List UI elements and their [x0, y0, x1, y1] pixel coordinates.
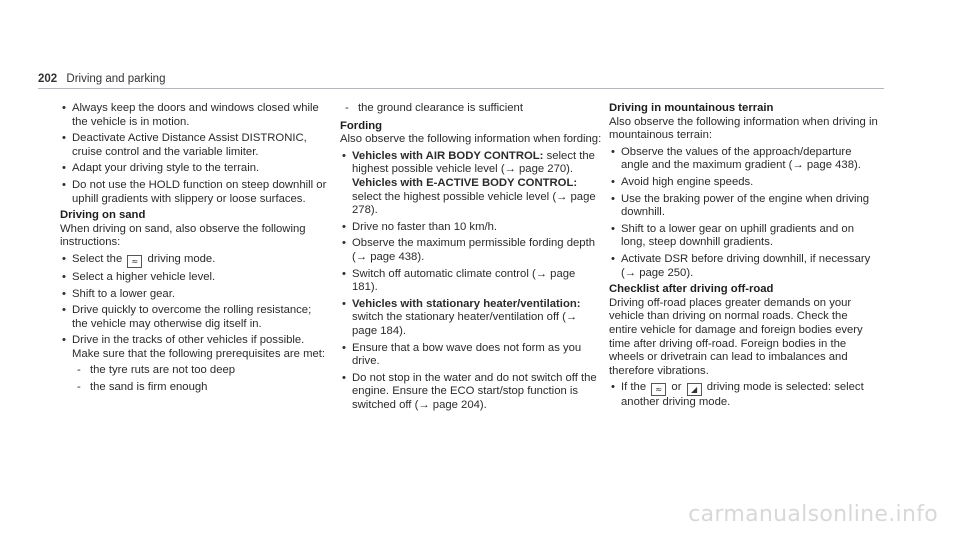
- list-item: • Always keep the doors and windows closed while the vehicle is in motion.: [60, 102, 328, 129]
- text-fragment: driving mode.: [147, 252, 216, 265]
- list-item: • Select a higher vehicle level.: [60, 271, 328, 285]
- text-fragment: select the highest possible vehicle level (→ page 278).: [352, 190, 596, 217]
- list-item: • Switch off automatic climate control (→ page 181).: [340, 268, 602, 295]
- list-item: • Shift to a lower gear.: [60, 288, 328, 302]
- list-item: • Do not stop in the water and do not switch off the engine. Ensure the ECO start/stop function is switched off (→ page 204).: [340, 372, 602, 413]
- list-item: • Activate DSR before driving downhill, if necessary (→ page 250).: [609, 253, 879, 280]
- checklist-bullet-list: [609, 381, 879, 410]
- text-fragment: Select the: [72, 252, 123, 265]
- list-item: • Observe the values of the approach/departure angle and the maximum gradient (→ page 438).: [609, 146, 879, 173]
- list-item: • Avoid high engine speeds.: [609, 176, 879, 190]
- sand-intro-text: When driving on sand, also observe the following instructions:: [60, 222, 306, 249]
- list-item: • Drive no faster than 10 km/h.: [340, 221, 602, 235]
- heading-checklist-offroad: Checklist after driving off-road: [609, 283, 774, 296]
- prerequisite-list: [72, 364, 328, 395]
- list-item: - the tyre ruts are not too deep: [72, 364, 328, 378]
- sand-drive-program-icon: ≈: [127, 255, 142, 268]
- list-item: [340, 150, 602, 218]
- text-fragment: or: [671, 381, 682, 394]
- list-item: • Drive quickly to overcome the rolling resistance; the vehicle may otherwise dig itself in.: [60, 304, 328, 331]
- intro-bullet-list: [60, 102, 328, 206]
- vehicle-equipment-label: Vehicles with AIR BODY CONTROL:: [352, 149, 544, 162]
- text-fragment: switch the stationary heater/ventilation off (→ page 184).: [352, 311, 578, 337]
- list-item: • Shift to a lower gear on uphill gradients and on long, steep downhill gradients.: [609, 223, 879, 250]
- list-item: • Adapt your driving style to the terrain.: [60, 162, 328, 176]
- text-fragment: If the: [621, 381, 647, 394]
- heading-mountainous-terrain: Driving in mountainous terrain: [609, 102, 774, 114]
- page-number: 202: [38, 73, 58, 85]
- fording-bullet-list: [340, 150, 602, 413]
- watermark: carmanualsonline.info: [688, 502, 938, 527]
- prerequisite-list-continued: [340, 102, 602, 116]
- list-item: [60, 334, 328, 394]
- text-fragment: driving mode is selected: select another driving mode.: [621, 381, 864, 409]
- list-item: • Ensure that a bow wave does not form as you drive.: [340, 342, 602, 369]
- list-item: • Do not use the HOLD function on steep downhill or uphill gradients with slippery or loose surfaces.: [60, 179, 328, 206]
- column-2: [340, 102, 602, 415]
- text-fragment: Drive in the tracks of other vehicles if possible. Make sure that the following prerequisites are met:: [72, 334, 326, 360]
- list-item: • Observe the maximum permissible fording depth (→ page 438).: [340, 237, 602, 264]
- list-item: • Use the braking power of the engine when driving downhill.: [609, 193, 879, 220]
- list-item: [340, 298, 602, 339]
- sand-bullet-list: [60, 253, 328, 395]
- vehicle-equipment-label: Vehicles with E-ACTIVE BODY CONTROL:: [352, 176, 578, 189]
- heading-fording: Fording: [340, 119, 383, 132]
- heading-driving-on-sand: Driving on sand: [60, 209, 146, 222]
- checklist-text: Driving off-road places greater demands on your vehicle than driving on normal roads. Check the entire vehicle for damage and foreign bodies every time after driving off-road. Foreign bodies in the wheels or drivetrain can lead to imbalances and therefore vibrations.: [609, 296, 863, 377]
- list-item: [60, 253, 328, 268]
- fording-intro-text: Also observe the following information when fording:: [340, 133, 602, 146]
- header-rule: [38, 88, 884, 89]
- column-1: [60, 102, 328, 399]
- mountain-bullet-list: [609, 146, 879, 280]
- list-item: • Deactivate Active Distance Assist DISTRONIC, cruise control and the variable limiter.: [60, 132, 328, 159]
- section-title: Driving and parking: [66, 73, 166, 85]
- offroad-drive-program-icon: ◢: [687, 383, 702, 396]
- column-3: [609, 102, 879, 413]
- sand-drive-program-icon: ≈: [651, 383, 666, 396]
- list-item: - the ground clearance is sufficient: [340, 102, 602, 116]
- page-header: [38, 73, 165, 85]
- list-item: - the sand is firm enough: [72, 381, 328, 395]
- mountain-intro-text: Also observe the following information when driving in mountainous terrain:: [609, 115, 878, 142]
- text-fragment: select the highest possible vehicle level (→ page 270).: [352, 149, 595, 176]
- list-item: [609, 381, 879, 410]
- vehicle-equipment-label: Vehicles with stationary heater/ventilation:: [352, 297, 581, 310]
